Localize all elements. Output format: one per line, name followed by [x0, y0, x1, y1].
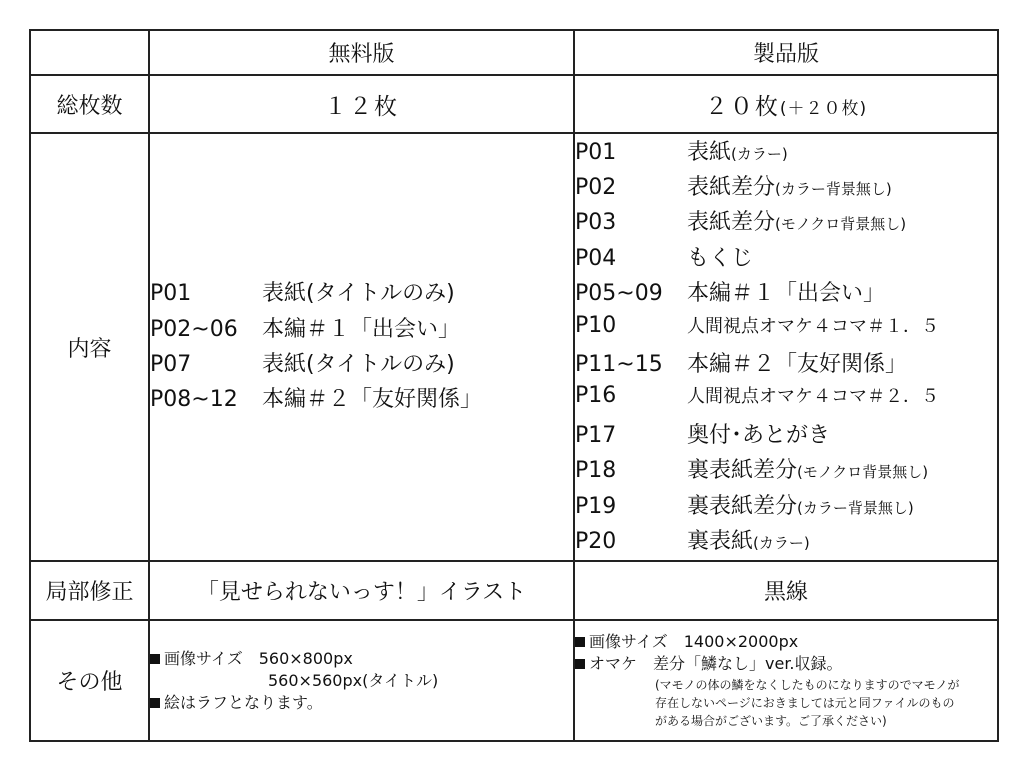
page-title: 本編＃１「出会い」: [687, 281, 886, 307]
product-page-row: [575, 453, 997, 488]
page-note: (カラー): [753, 533, 810, 552]
free-rough-line: [150, 692, 573, 714]
page-title: 裏表紙差分: [687, 493, 798, 519]
bullet-square-icon: [150, 654, 160, 664]
page-number: P02~06: [150, 316, 238, 342]
product-version-header: 製品版: [574, 30, 998, 75]
page-number: P01: [575, 139, 617, 165]
product-total-main: ２０枚: [704, 93, 780, 120]
product-bonus-note: (マモノの体の鱗をなくしたものになりますのでマモノが 存在しないページにおきましては元と同ファイルのもの がある場合がございます。ご了承ください): [655, 678, 960, 728]
other-label: その他: [30, 620, 149, 741]
corner-cell: [30, 30, 149, 75]
product-other-notes: [574, 620, 998, 741]
product-total-extra: (＋２０枚): [779, 98, 868, 119]
other-row: [30, 620, 998, 741]
page-number: P03: [575, 210, 617, 236]
page-title: 奥付･あとがき: [687, 422, 831, 448]
product-page-row: [575, 489, 997, 524]
product-page-row: [575, 205, 997, 240]
product-page-row: [575, 135, 997, 170]
product-page-row: [575, 418, 997, 453]
product-page-row: [575, 170, 997, 205]
page-title: もくじ: [687, 245, 754, 271]
bullet-square-icon: [575, 637, 585, 647]
page-note: (カラー背景無し): [797, 498, 914, 517]
free-total-count: １２枚: [149, 75, 574, 133]
product-page-row: [575, 382, 997, 417]
page-title: 裏表紙差分: [687, 458, 798, 484]
product-image-size-line: [575, 631, 997, 653]
free-page-row: [150, 276, 573, 311]
product-content-list: [574, 133, 998, 561]
page-number: P08~12: [150, 387, 238, 413]
page-number: P07: [150, 352, 192, 377]
page-title: 表紙(タイトルのみ): [262, 352, 455, 377]
page-number: P02: [575, 175, 617, 201]
page-number: P20: [575, 528, 617, 554]
page-number: P05~09: [575, 281, 663, 307]
free-rough-note: 絵はラフとなります。: [164, 692, 323, 712]
page-title: 表紙差分: [687, 210, 776, 236]
free-image-size: 画像サイズ 560×800px: [164, 648, 353, 668]
page-number: P18: [575, 458, 617, 484]
total-count-row: [30, 75, 998, 133]
page-number: P16: [575, 383, 617, 409]
page-title: 表紙差分: [687, 175, 776, 201]
page-number: P17: [575, 422, 617, 448]
page-note: (カラー背景無し): [775, 180, 892, 199]
free-other-notes: [149, 620, 574, 741]
page-note: (モノクロ背景無し): [775, 215, 907, 234]
free-page-row: [150, 347, 573, 382]
page-title: 人間視点オマケ４コマ＃２．５: [687, 386, 939, 408]
free-censorship: 「見せられないっす！」イラスト: [149, 561, 574, 620]
page-title: 人間視点オマケ４コマ＃１．５: [687, 315, 939, 337]
page-title: 本編＃２「友好関係」: [262, 387, 483, 413]
page-title: 本編＃２「友好関係」: [687, 352, 908, 377]
free-page-row: [150, 312, 573, 347]
product-page-row: [575, 241, 997, 276]
page-number: P10: [575, 312, 617, 338]
product-page-row: [575, 524, 997, 559]
product-bonus-line: [575, 653, 997, 675]
header-row: [30, 30, 998, 75]
free-page-row: [150, 382, 573, 417]
page-title: 裏表紙: [687, 528, 754, 554]
free-content-list: [149, 133, 574, 561]
censorship-label: 局部修正: [30, 561, 149, 620]
page-note: (モノクロ背景無し): [797, 463, 929, 482]
product-total-count: [574, 75, 998, 133]
total-count-label: 総枚数: [30, 75, 149, 133]
page-number: P11~15: [575, 352, 663, 377]
free-title-size: 560×560px(タイトル): [268, 670, 439, 690]
product-image-size: 画像サイズ 1400×2000px: [589, 632, 799, 651]
free-version-header: 無料版: [149, 30, 574, 75]
page-number: P19: [575, 493, 617, 519]
content-row: [30, 133, 998, 561]
product-page-row: [575, 276, 997, 311]
comparison-table: [29, 29, 999, 742]
page-number: P01: [150, 281, 192, 307]
bullet-square-icon: [575, 659, 585, 669]
bullet-square-icon: [150, 698, 160, 708]
product-page-row: [575, 312, 997, 347]
page-note: (カラー): [731, 144, 788, 163]
page-title: 表紙: [687, 139, 732, 165]
page-title: 本編＃１「出会い」: [262, 316, 461, 342]
free-image-size-line: [150, 648, 573, 670]
censorship-row: [30, 561, 998, 620]
page-number: P04: [575, 245, 617, 271]
page-title: 表紙(タイトルのみ): [262, 281, 455, 307]
content-label: 内容: [30, 133, 149, 561]
product-bonus: オマケ 差分「鱗なし」ver.収録。: [589, 654, 843, 673]
product-censorship: 黒線: [574, 561, 998, 620]
free-title-size-line: [150, 670, 573, 692]
product-page-row: [575, 347, 997, 382]
